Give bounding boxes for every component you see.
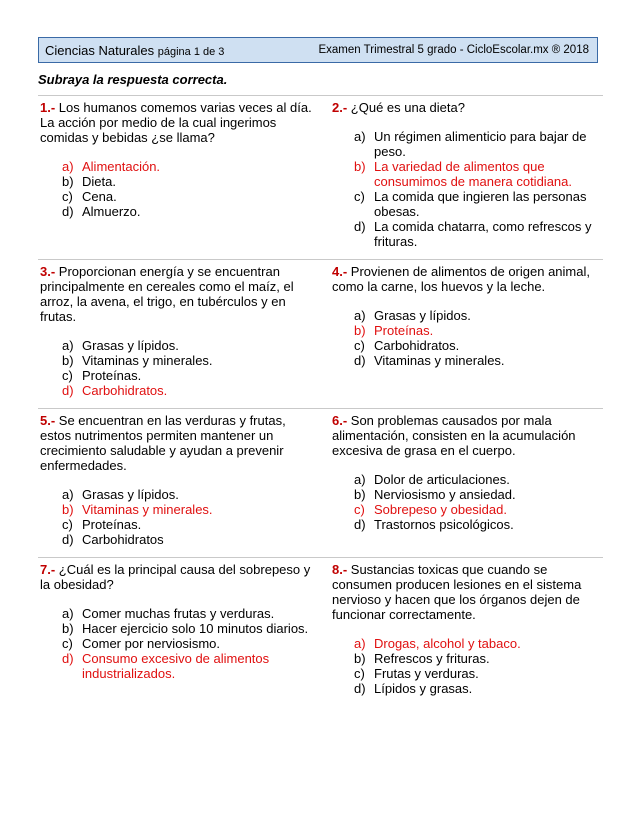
option-d[interactable]: d) Carbohidratos: [62, 532, 164, 547]
answer-options: [332, 308, 596, 368]
option-b[interactable]: b) Vitaminas y minerales.: [62, 353, 213, 368]
option-b[interactable]: b) Proteínas.: [354, 323, 434, 338]
question-5: [38, 409, 320, 557]
option-d[interactable]: d) Trastornos psicológicos.: [354, 517, 514, 532]
answer-options: [40, 606, 314, 681]
answer-options: [40, 159, 314, 219]
option-b[interactable]: b) Dieta.: [62, 174, 116, 189]
option-c[interactable]: c) Proteínas.: [62, 517, 142, 532]
option-a[interactable]: a) Grasas y lípidos.: [354, 308, 471, 323]
question-row: [38, 95, 603, 259]
question-number: 6.-: [332, 413, 348, 428]
option-b[interactable]: b) Hacer ejercicio solo 10 minutos diarios.: [62, 621, 309, 636]
option-c[interactable]: c) Frutas y verduras.: [354, 666, 479, 681]
question-text: Sustancias toxicas que cuando se consumen producen lesiones en el sistema nervioso y hacen que los órganos dejen de funcionar correctamente.: [332, 562, 582, 622]
question-number: 4.-: [332, 264, 348, 279]
page-header: [38, 37, 598, 63]
answer-options: [332, 636, 596, 696]
option-c[interactable]: c) Comer por nerviosismo.: [62, 636, 220, 651]
option-a[interactable]: a) Grasas y lípidos.: [62, 338, 179, 353]
question-number: 1.-: [40, 100, 56, 115]
question-text: ¿Cuál es la principal causa del sobrepeso y la obesidad?: [40, 562, 311, 592]
question-4: [320, 260, 602, 408]
question-text: Proporcionan energía y se encuentran principalmente en cereales como el maíz, el arroz, la avena, el trigo, en tubérculos y en frutas.: [40, 264, 294, 324]
option-b[interactable]: b) Refrescos y frituras.: [354, 651, 490, 666]
option-b[interactable]: b) La variedad de alimentos que consumimos de manera cotidiana.: [354, 159, 572, 189]
answer-options: [40, 487, 314, 547]
question-row: [38, 408, 603, 557]
option-a[interactable]: a) Comer muchas frutas y verduras.: [62, 606, 275, 621]
option-b[interactable]: b) Nerviosismo y ansiedad.: [354, 487, 516, 502]
question-6: [320, 409, 602, 557]
option-d[interactable]: d) Almuerzo.: [62, 204, 141, 219]
question-3: [38, 260, 320, 408]
page-number: página 1 de 3: [157, 46, 225, 58]
question-1: [38, 96, 320, 259]
option-d[interactable]: d) Consumo excesivo de alimentos industrializados.: [62, 651, 270, 681]
option-d[interactable]: d) Vitaminas y minerales.: [354, 353, 505, 368]
question-text: ¿Qué es una dieta?: [347, 100, 465, 115]
option-c[interactable]: c) La comida que ingieren las personas obesas.: [354, 189, 587, 219]
option-b[interactable]: b) Vitaminas y minerales.: [62, 502, 213, 517]
question-number: 8.-: [332, 562, 348, 577]
question-row: [38, 259, 603, 408]
exam-title: Examen Trimestral 5 grado - CicloEscolar.mx ® 2018: [318, 44, 589, 56]
question-2: [320, 96, 602, 259]
question-number: 7.-: [40, 562, 56, 577]
option-a[interactable]: a) Grasas y lípidos.: [62, 487, 179, 502]
question-number: 3.-: [40, 264, 56, 279]
subject-title: Ciencias Naturales página 1 de 3: [45, 43, 225, 58]
question-text: Son problemas causados por mala alimentación, consisten en la acumulación excesiva de grasa en el cuerpo.: [332, 413, 576, 458]
answer-options: [332, 129, 596, 249]
option-a[interactable]: a) Un régimen alimenticio para bajar de peso.: [354, 129, 587, 159]
option-a[interactable]: a) Alimentación.: [62, 159, 161, 174]
question-8: [320, 558, 602, 706]
option-d[interactable]: d) La comida chatarra, como refrescos y frituras.: [354, 219, 592, 249]
questions-grid: [38, 95, 603, 706]
answer-options: [332, 472, 596, 532]
option-c[interactable]: c) Carbohidratos.: [354, 338, 460, 353]
option-c[interactable]: c) Sobrepeso y obesidad.: [354, 502, 507, 517]
option-d[interactable]: d) Lípidos y grasas.: [354, 681, 473, 696]
option-c[interactable]: c) Cena.: [62, 189, 117, 204]
question-text: Se encuentran en las verduras y frutas, estos nutrimentos permiten mantener un crecimiento saludable y ayudan a prevenir enfermedades.: [40, 413, 286, 473]
option-d[interactable]: d) Carbohidratos.: [62, 383, 168, 398]
option-c[interactable]: c) Proteínas.: [62, 368, 142, 383]
option-a[interactable]: a) Dolor de articulaciones.: [354, 472, 510, 487]
answer-options: [40, 338, 314, 398]
question-text: Provienen de alimentos de origen animal, como la carne, los huevos y la leche.: [332, 264, 590, 294]
question-text: Los humanos comemos varias veces al día. La acción por medio de la cual ingerimos comidas y bebidas ¿se llama?: [40, 100, 312, 145]
question-number: 5.-: [40, 413, 56, 428]
question-row: [38, 557, 603, 706]
question-number: 2.-: [332, 100, 348, 115]
option-a[interactable]: a) Drogas, alcohol y tabaco.: [354, 636, 521, 651]
question-7: [38, 558, 320, 706]
instruction: Subraya la respuesta correcta.: [38, 72, 228, 87]
